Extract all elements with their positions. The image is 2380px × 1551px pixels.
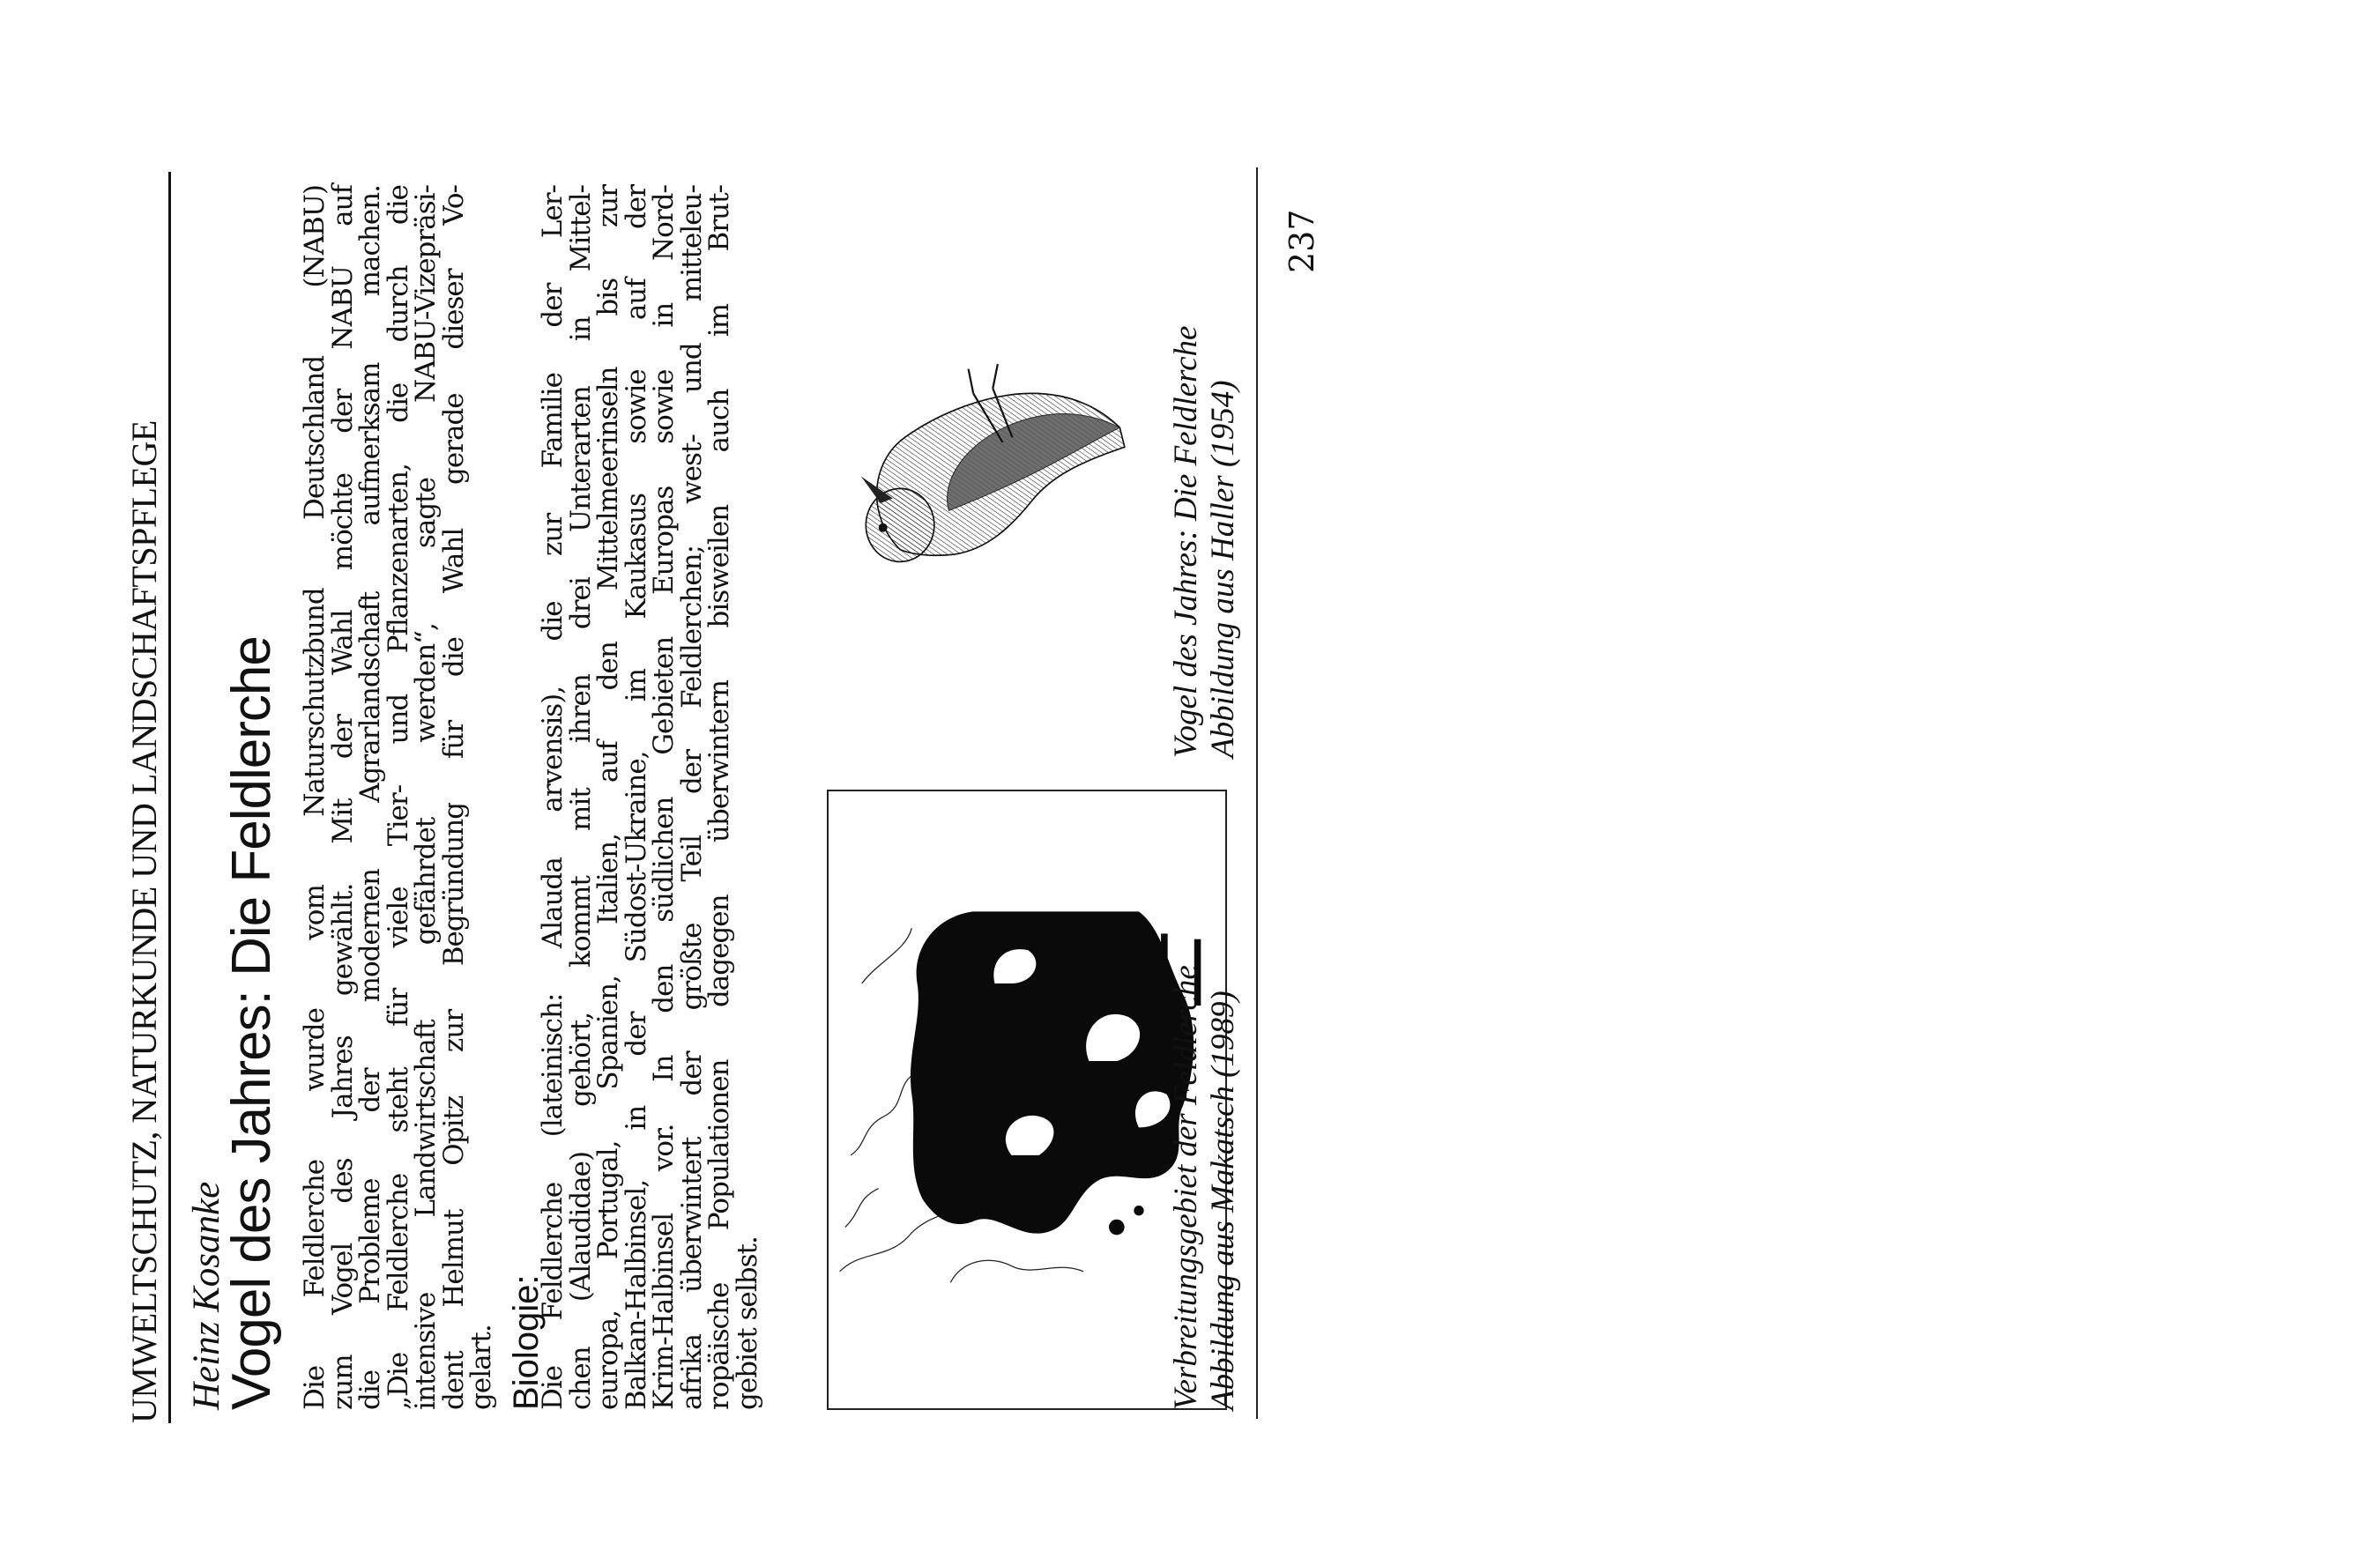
- text-line: Die Feldlerche (lateinisch: Alauda arvensis), die zur Familie der Ler-: [537, 185, 569, 1410]
- map-caption-line: Abbildung aus Makatsch (1989): [1205, 991, 1241, 1410]
- map-caption-line: Verbreitungsgebiet der Feldlerche: [1168, 965, 1204, 1410]
- text-line: chen (Alaudidae) gehört, kommt mit ihren drei Unterarten in Mittel-: [564, 185, 597, 1410]
- text-line: ropäische Populationen dagegen überwintern bisweilen auch im Brut-: [703, 185, 735, 1410]
- skylark-illustration: [827, 185, 1144, 758]
- text-line: intensive Landwirtschaft gefährdet werden“, sagte NABU-Vizepräsi-: [410, 185, 442, 1410]
- text-line: Balkan-Halbinsel, in der Südost-Ukraine, im Kaukasus sowie auf der: [620, 185, 652, 1410]
- article-headline: Vogel des Jahres: Die Feldlerche: [221, 636, 282, 1410]
- text-line: Krim-Halbinsel vor. In den südlichen Gebieten Europas sowie in Nord-: [648, 185, 680, 1410]
- skylark-drawing: [827, 185, 1144, 758]
- text-line: gelart.: [465, 1325, 497, 1410]
- map-caption: [1168, 965, 1242, 1410]
- section-title: UMWELTSCHUTZ, NATURKUNDE UND LANDSCHAFTSPFLEGE: [123, 172, 171, 1423]
- bird-caption: [1168, 326, 1242, 758]
- page-number: 237: [1283, 209, 1321, 273]
- text-line: zum Vogel des Jahres gewählt. Mit der Wahl möchte der NABU auf: [326, 185, 359, 1410]
- distribution-map: [827, 790, 1227, 1410]
- biology-paragraph: [539, 185, 762, 1410]
- text-line: europa, Portugal, Spanien, Italien, auf den Mittelmeerinseln bis zur: [592, 185, 624, 1410]
- intro-paragraph: [301, 185, 496, 1410]
- text-line: afrika überwintert der größte Teil der Feldlerchen; west- und mitteleu-: [675, 185, 708, 1410]
- text-line: Die Feldlerche wurde vom Naturschutzbund Deutschland (NABU): [299, 185, 331, 1410]
- text-line: „Die Feldlerche steht für viele Tier- und Pflanzenarten, die durch die: [382, 185, 414, 1410]
- figure-rule: [1256, 167, 1258, 1419]
- biology-heading: Biologie:: [507, 1274, 546, 1410]
- map-drawing: [829, 791, 1225, 1408]
- text-line: dent Helmut Opitz zur Begründung für die Wahl gerade dieser Vo-: [437, 185, 470, 1410]
- author: Heinz Kosanke: [186, 1181, 227, 1410]
- text-line: gebiet selbst.: [731, 1236, 763, 1410]
- bird-caption-line: Abbildung aus Haller (1954): [1205, 380, 1241, 758]
- text-line: die Probleme der modernen Agrarlandschaft aufmerksam machen.: [354, 185, 386, 1410]
- bird-caption-line: Vogel des Jahres: Die Feldlerche: [1168, 325, 1204, 758]
